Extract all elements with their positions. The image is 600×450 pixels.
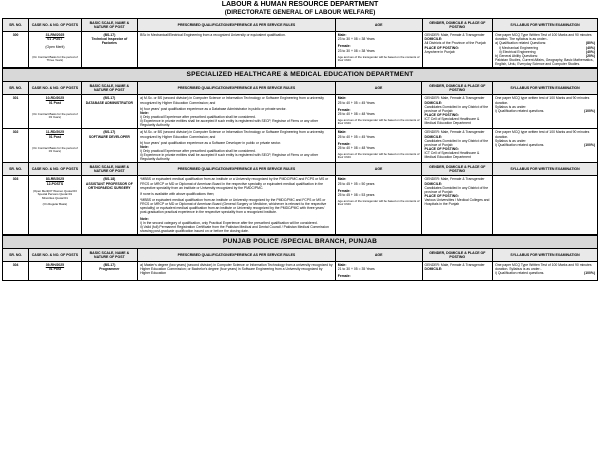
syllabus-item: Pakistan Studies, Current Affairs, Geography, Basic Mathematics, English, Urdu, Everyday Science and Computer Studies. [495,58,594,67]
cell-syllabus [493,32,598,68]
note-item: ii) Experience in private entities shall be accepted if such entity is registered with SECP, Registrar of Firms or any other Regularity Authority. [140,119,319,128]
age-female-value: 25 to 45 + 08 = 53 years [337,192,375,197]
basic-scale: (BS-17) [103,96,116,101]
posting-label: PLACE OF POSTING: [424,45,459,50]
age-male-value: 25 to 40 + 05 = 45 Years [337,100,375,105]
basic-scale: (BS-17) [103,33,116,38]
gender-text: GENDER: Male, Female & Transgender [424,177,485,182]
age-male-label: Male: [337,96,347,101]
basis-label: (Open Merit) [45,45,65,50]
cell-age [335,176,422,235]
cell-syllabus [493,262,598,280]
domicile-value: Candidates Domiciled in any District of the province of Punjab [424,185,489,194]
case-number: 83-RE/2025 [45,177,64,182]
cell-sr: 301 [3,95,29,129]
cell-qualification [138,32,336,68]
cell-syllabus [493,95,598,129]
header-qualification: PRESCRIBED QUALIFICATION/EXPERIENCE AS PER SERVICE RULES [138,163,336,176]
section-table-healthcare [2,68,598,235]
header-age: AGE [335,82,422,95]
cell-syllabus [493,176,598,235]
qualification-text: BSc in Mechanical/Electrical Engineering from a recognized University or equivalent qualification. [140,33,286,38]
domicile-value: Candidates Domiciled in any District of the province of Punjab [424,138,489,147]
qualification-text-a: a) M.Sc. or BS (second division) in Computer Science or Information Technology or Software Engineering from a university recognized by Higher Education Commission; and [140,96,324,105]
top-banner-line1: LABOUR & HUMAN RESOURCE DEPARTMENT [221,1,379,8]
case-number: 39-RH/2025 [45,263,65,268]
qualification-text-a: a) Master's degree (two years) (second division) in Computer Science or Information Technology from a university recognized by Higher Education Commission; or Bachelor's degree (four years) in Software Engineering from a University recognized by Higher Education [140,263,333,276]
syllabus-item: i) Qualification related questions. (100%) [495,142,595,147]
age-female-label: Female: [337,44,351,49]
age-male-value: 25 to 45 + 05 = 50 years [337,181,375,186]
cell-age [335,32,422,68]
cell-gender-domicile [422,95,493,129]
header-sr: SR. NO. [3,19,29,32]
cell-case [29,262,81,280]
table-header-row [3,163,598,176]
case-number: 31-RM/2025 [45,33,65,38]
age-male-value: 25 to 40 + 05 = 45 Years [337,134,375,139]
cell-case [29,95,81,129]
header-syllabus: SYLLABUS FOR WRITTEN EXAMINATION [493,82,598,95]
post-name: Technical Inspector of Factories [91,37,128,46]
header-gender: GENDER, DOMICILE & PLACE OF POSTING [422,249,493,262]
domicile-label: DOMICILE: [424,181,443,186]
department-band-row [3,236,598,249]
age-female-label: Female: [337,274,351,279]
posting-value: ICT Cell of Specialized Healthcare & Medical Education Department [424,117,480,126]
contract-note: (On Regular Basis) [42,202,68,207]
syllabus-item: Syllabus is as under: [495,104,527,109]
table-header-row [3,249,598,262]
age-male-label: Male: [337,263,347,268]
age-female-label: Female: [337,188,351,193]
header-scale: BASIC SCALE, NAME & NATURE OF POST [81,249,137,262]
cell-qualification [138,262,336,280]
posting-label: PLACE OF POSTING: [424,146,459,151]
posts-count: 01 Post [48,134,61,139]
domicile-value: Candidates Domiciled in any District of the province of Punjab [424,104,489,113]
cell-qualification [138,176,336,235]
domicile-label: DOMICILE: [424,267,443,272]
quota-breakdown: (Open Merit)07 Women Quota=03 Special Persons Quota=01 Minorities Quota=01 [33,188,77,200]
gender-text: GENDER: Male, Female & Transgender [424,130,485,135]
cell-age [335,129,422,163]
posts-count: 01 Post [48,267,61,272]
age-male-label: Male: [337,130,347,135]
age-transgender-note: Age and sex of the transgender will be based on the contents of their CNIC [337,54,420,63]
cell-sr: 300 [3,32,29,68]
gender-text: GENDER: Male, Female & Transgender [424,33,485,38]
syllabus-item: i) Qualification related questions. (100%) [495,108,595,113]
section-table-labour [2,18,598,68]
table-row [3,129,598,163]
table-row [3,32,598,68]
syllabus-intro: One paper MCQ type written test of 100 Marks and 90 minutes duration. [495,96,590,105]
post-name: DATABASE ADMINISTRATOR [85,100,133,105]
contract-note: (On Contract Basis for the period of 03 Years) [32,111,78,120]
note-item: i) In the second category of qualification, only Practical Experience after the prescribed qualification will be considered. [140,220,318,225]
gender-text: GENDER: Male, Female & Transgender [424,263,485,268]
cell-case [29,176,81,235]
case-number: 11-RD/2025 [45,130,64,135]
age-transgender-note: Age and sex of the transgender will be based on the contents of their CNIC [337,151,420,160]
cell-qualification [138,129,336,163]
qualification-text-a: a) M.Sc. or BS (second division) in Computer Science or Information Technology or Software Engineering from a university recognized by Higher Education Commission; and [140,130,324,139]
posting-label: PLACE OF POSTING: [424,112,459,117]
header-sr: SR. NO. [3,249,29,262]
qualification-text-b: If none is available with above qualifications then; [140,191,215,196]
syllabus-item: i) Qualification related questions. (100%) [495,271,595,276]
cell-scale [81,32,137,68]
table-header-row [3,19,598,32]
header-qualification: PRESCRIBED QUALIFICATION/EXPERIENCE AS PER SERVICE RULES [138,82,336,95]
header-gender: GENDER, DOMICILE & PLACE OF POSTING [422,163,493,176]
note-label: Note: [140,216,149,221]
age-male-value: 21 to 30 + 05 = 35 Years [337,267,375,272]
cell-case [29,129,81,163]
age-female-value: 23 to 30 + 08 = 38 Years [337,48,375,53]
posts-count: 01 Post [48,100,61,105]
header-syllabus: SYLLABUS FOR WRITTEN EXAMINATION [493,249,598,262]
syllabus-intro: One paper MCQ Type Written Test of 100 Marks and 90 minutes duration. The syllabus is as under:- [495,33,592,42]
department-band-police: PUNJAB POLICE /SPECIAL BRANCH, PUNJAB [3,236,598,249]
header-scale: BASIC SCALE, NAME & NATURE OF POST [81,163,137,176]
post-name: Programmer [99,267,120,272]
cell-case [29,32,81,68]
header-age: AGE [335,163,422,176]
qualification-text-a: *MBBS or equivalent medical qualification from an institute or a University recognized by the PMDC/PMC and FCPS or MS or FRCS or MRCP or MD or Diplomat of American Board in the respective speciality or equivalent medical qualification in the respective speciality from an institute or University recognized by the PMDC/PMC. [140,177,329,190]
basic-scale: (BS-17) [103,130,116,135]
table-row [3,95,598,129]
syllabus-item: a) Qualification related Questions: (80%) [495,41,595,46]
header-age: AGE [335,249,422,262]
posting-value: Anywhere in Punjab [424,49,455,54]
basic-scale: (BS-17) [103,263,116,268]
syllabus-item: ii) Electrical Engineering (40%) [499,49,595,54]
post-name: SOFTWARE DEVELOPER [88,134,130,139]
age-transgender-note: Age and sex of the transgender will be based on the contents of their CNIC [337,198,420,207]
syllabus-intro: One paper MCQ type written test of 100 Marks and 90 minutes duration. [495,130,590,139]
domicile-label: DOMICILE: [424,37,443,42]
header-scale: BASIC SCALE, NAME & NATURE OF POST [81,82,137,95]
cell-sr: 302 [3,129,29,163]
header-scale: BASIC SCALE, NAME & NATURE OF POST [81,19,137,32]
cell-gender-domicile [422,32,493,68]
table-row [3,176,598,235]
cell-scale [81,262,137,280]
age-transgender-note: Age and sex of the transgender will be based on the contents of their CNIC [337,117,420,126]
top-banner-line2: (DIRECTORATE GENERAL OF LABOUR WELFARE) [224,9,376,17]
age-female-label: Female: [337,141,351,146]
post-name: ASSISTANT PROFESSOR OF ORTHOPAEDIC SURGERY [85,181,133,190]
cell-gender-domicile [422,176,493,235]
contract-note: (On Contract Basis for the period of Three Years) [32,54,78,63]
age-female-label: Female: [337,107,351,112]
posts-count: 01 -POST [47,37,63,42]
domicile-label: DOMICILE: [424,134,443,139]
age-female-value: 25 to 40 + 08 = 48 Years [337,111,375,116]
cell-qualification [138,95,336,129]
table-header-row [3,82,598,95]
header-syllabus: SYLLABUS FOR WRITTEN EXAMINATION [493,19,598,32]
note-label: Note: [140,110,149,115]
qualification-text-b: b) four years' post qualification experience as a Software Developer in public or private sector. [140,140,281,145]
qualification-text-b: b) four years' post qualification experience as a Database Administrator in public or private sector. [140,106,287,111]
posting-label: PLACE OF POSTING: [424,193,459,198]
note-label: Note: [140,144,149,149]
header-gender: GENDER, DOMICILE & PLACE OF POSTING [422,19,493,32]
gender-text: GENDER: Male, Female & Transgender [424,96,485,101]
cell-scale [81,129,137,163]
cell-scale [81,176,137,235]
posts-count: 12-POSTS [46,181,64,186]
cell-sr: 303 [3,176,29,235]
cell-gender-domicile [422,129,493,163]
cell-syllabus [493,129,598,163]
posting-value: Various Universities / Medical Colleges and Hospitals in the Punjab [424,198,490,207]
syllabus-item: b) General Ability Questions: (20%) [495,53,595,58]
header-qualification: PRESCRIBED QUALIFICATION/EXPERIENCE AS PER SERVICE RULES [138,19,336,32]
cell-scale [81,95,137,129]
section-table-police [2,235,598,280]
case-number: 10-RD/2025 [45,96,65,101]
header-syllabus: SYLLABUS FOR WRITTEN EXAMINATION [493,163,598,176]
age-female-value: 25 to 40 + 08 = 48 Years [337,145,375,150]
age-male-value: 23 to 30 + 08 = 38 Years [337,37,375,42]
cell-sr: 304 [3,262,29,280]
domicile-value: All Districts of the Province of the Punjab [424,41,486,46]
syllabus-item: Syllabus is as under: [495,138,527,143]
header-case: CASE NO. & NO. OF POSTS [29,19,81,32]
header-case: CASE NO. & NO. OF POSTS [29,249,81,262]
header-sr: SR. NO. [3,82,29,95]
header-case: CASE NO. & NO. OF POSTS [29,163,81,176]
department-band-row [3,69,598,82]
syllabus-intro: One paper MCQ Type Written Test of 100 Marks and 90 minutes duration. Syllabus is as under:- [495,263,592,272]
table-row [3,262,598,280]
note-item: i) Only practical Experience after prescribed qualification shall be considered. [140,114,256,119]
header-case: CASE NO. & NO. OF POSTS [29,82,81,95]
department-band-healthcare: SPECIALIZED HEALTHCARE & MEDICAL EDUCATION DEPARTMENT [3,69,598,82]
age-male-label: Male: [337,177,347,182]
age-male-label: Male: [337,33,347,38]
basic-scale: (BS-18) [103,177,116,182]
contract-note: (On Contract Basis for the period of 03 Years) [32,145,78,154]
header-qualification: PRESCRIBED QUALIFICATION/EXPERIENCE AS PER SERVICE RULES [138,249,336,262]
cell-age [335,262,422,280]
header-age: AGE [335,19,422,32]
domicile-label: DOMICILE: [424,100,443,105]
cell-age [335,95,422,129]
posting-value: ICT Cell of Specialized Healthcare & Medical Education Department [424,151,480,160]
qualification-text-c: *MBBS or equivalent medical qualification from an institute or University recognized by the PMDC/PMC and FCPS or MS or FRCS or MRCP or MD or Diplomat of American Board (General Surgery or Medicine, whichever is relevant to the respective speciality) or equivalent medical qualification from an institute or University recognized by the PMDC/PMC with three years' post-graduation practical experience in the respective speciality from a recognized institute. [140,197,327,215]
top-department-banner [2,0,598,18]
note-item: ii) Valid (full) Permanent Registration Certificate from the Pakistan Medical and Dental Council / Pakistan Medical Commission showing post-graduate qualification issued on or before the closing date. [140,224,329,233]
note-item: ii) Experience in private entities shall be accepted if such entity is registered with SECP, Registrar of Firms or any other Regularity Authority. [140,153,319,162]
note-item: i) Only practical Experience after prescribed qualification shall be considered. [140,148,256,153]
syllabus-item: i) Mechanical Engineering (40%) [499,45,595,50]
header-gender: GENDER, DOMICILE & PLACE OF POSTING [422,82,493,95]
cell-gender-domicile [422,262,493,280]
header-sr: SR. NO. [3,163,29,176]
